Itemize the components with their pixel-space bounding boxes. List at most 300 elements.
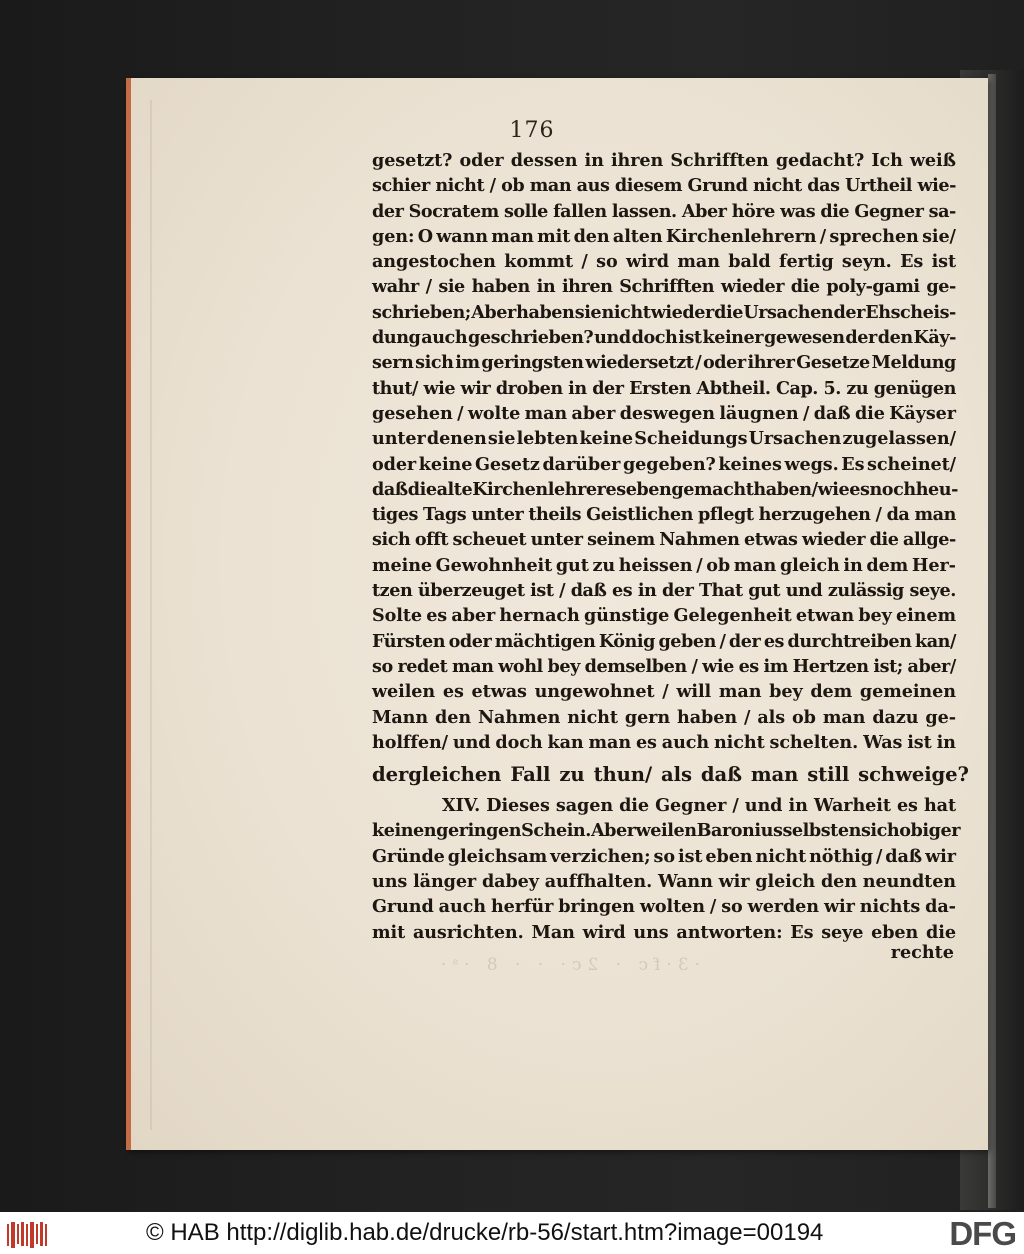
word: Fürsten	[372, 630, 446, 652]
word: sich	[372, 529, 411, 551]
word: alte	[436, 478, 473, 500]
word: der	[662, 580, 694, 602]
word: die	[407, 478, 437, 500]
word: /	[875, 504, 882, 526]
word: verzichen;	[550, 845, 651, 867]
text-line	[372, 869, 956, 894]
word: mit	[537, 225, 571, 247]
dfg-logo[interactable]: DFG	[949, 1215, 1016, 1252]
show-through-text: ·3·fc · 2c· · · 8 ·ˢ·	[434, 955, 700, 975]
word: schier	[372, 175, 430, 197]
word: wir	[460, 377, 491, 399]
word: wann	[436, 225, 488, 247]
word: sagen	[555, 795, 614, 817]
word: haben	[471, 276, 530, 298]
word: und	[744, 795, 783, 817]
word: herzugehen	[758, 504, 871, 526]
word: Schein.	[521, 820, 591, 842]
word: der	[833, 301, 865, 323]
word: dabey	[481, 871, 539, 893]
word: Her-	[911, 554, 956, 576]
word: /	[744, 706, 751, 728]
word: eben	[625, 478, 672, 500]
word: zu	[592, 554, 616, 576]
word: das	[807, 175, 840, 197]
word: so	[653, 845, 675, 867]
word: was	[780, 200, 816, 222]
word: die	[714, 301, 743, 323]
footer-bar	[0, 1212, 1024, 1254]
word: sie	[574, 301, 602, 323]
word: thut/	[372, 377, 419, 399]
word: Socratem	[408, 200, 499, 222]
word: wieder	[802, 529, 866, 551]
word: Ursachen	[743, 301, 834, 323]
word: daß	[813, 402, 851, 424]
word: haben	[516, 301, 575, 323]
word: /	[662, 681, 669, 703]
word: sa-	[928, 200, 956, 222]
word: ge-	[926, 276, 956, 298]
word: ist	[677, 845, 703, 867]
word: etwan	[795, 605, 855, 627]
word: da-	[925, 896, 956, 918]
word: gleich	[779, 554, 840, 576]
word: zu	[846, 377, 869, 399]
word: eben	[871, 921, 919, 943]
word: offt	[414, 529, 449, 551]
word: es	[635, 731, 657, 753]
text-line	[372, 793, 956, 818]
word: den	[435, 706, 472, 728]
word: ge-	[925, 706, 956, 728]
word: so	[596, 251, 618, 273]
word: bey	[547, 655, 580, 677]
word: keines	[718, 453, 782, 475]
word: haben	[677, 706, 738, 728]
word: ob	[501, 175, 525, 197]
word: daß	[372, 478, 408, 500]
word: nicht	[567, 706, 618, 728]
word: Hertzen	[792, 655, 869, 677]
word: /	[732, 795, 739, 817]
word: Gegner	[854, 200, 924, 222]
word: wolten	[639, 896, 705, 918]
word: aber	[571, 402, 616, 424]
word: schweige?	[858, 763, 969, 787]
word: oder	[448, 630, 492, 652]
word: Es	[900, 251, 924, 273]
copyright-url-link[interactable]: © HAB http://diglib.hab.de/drucke/rb-56/start.htm?image=00194	[146, 1219, 824, 1246]
word: dessen	[510, 150, 578, 171]
word: ungewohnet	[534, 681, 655, 703]
word: in	[936, 731, 956, 753]
word: kommt	[504, 251, 574, 273]
word: gesetzt?	[372, 150, 453, 171]
word: obiger	[899, 820, 961, 842]
word: Man	[531, 921, 575, 943]
word: überzeuget	[417, 580, 525, 602]
word: so	[721, 896, 743, 918]
word: Kirchenlehrer	[472, 478, 606, 500]
text-line	[372, 325, 956, 350]
text-line	[372, 629, 956, 654]
word: im	[455, 352, 480, 374]
word: etwas	[743, 529, 798, 551]
word: alten	[612, 225, 663, 247]
word: heu-	[915, 478, 958, 500]
word: unter	[471, 504, 524, 526]
word: weilen	[372, 681, 436, 703]
word: meine	[372, 554, 432, 576]
word: durchtreiben	[787, 630, 912, 652]
word: Kirchenlehrern	[665, 225, 817, 247]
word: bey	[769, 681, 803, 703]
word: die	[790, 276, 820, 298]
word: König	[598, 630, 655, 652]
word: /	[581, 251, 588, 273]
word: wahr	[372, 276, 419, 298]
word: gemeinen	[859, 681, 956, 703]
word: wir	[823, 896, 855, 918]
word: geringen	[436, 820, 522, 842]
word: oder	[703, 352, 746, 374]
word: gedacht?	[775, 150, 865, 171]
word: in	[843, 554, 863, 576]
word: dergleichen	[372, 763, 502, 787]
word: und	[785, 580, 823, 602]
word: ihrer	[747, 352, 795, 374]
word: darüber	[542, 453, 621, 475]
word: schrieben;	[372, 301, 471, 323]
word: Scheidungs	[634, 428, 748, 450]
word: weiß	[909, 150, 956, 171]
word: hernach	[499, 605, 580, 627]
word: ist	[907, 731, 932, 753]
word: Nahmen	[659, 529, 740, 551]
word: gewesen	[763, 327, 845, 349]
word: auch	[421, 327, 468, 349]
word: wird	[625, 251, 669, 273]
word: aber/	[907, 655, 956, 677]
word: ob	[706, 554, 731, 576]
text-line	[372, 705, 956, 730]
word: thun/	[593, 763, 653, 787]
word: Gesetze	[796, 352, 870, 374]
word: /	[425, 276, 432, 298]
word: die	[854, 402, 885, 424]
word: wir	[925, 845, 956, 867]
word: oder	[459, 150, 504, 171]
text-line	[372, 350, 956, 375]
word: sern	[372, 352, 414, 374]
word: Urtheil	[845, 175, 912, 197]
word: gut	[748, 580, 781, 602]
word: den	[820, 871, 857, 893]
word: keine	[418, 453, 473, 475]
text-line	[372, 844, 956, 869]
word: keiner	[702, 327, 764, 349]
text-line	[372, 148, 956, 173]
text-line	[372, 249, 956, 274]
word: zu	[559, 763, 585, 787]
text-line	[372, 199, 956, 224]
word: /	[691, 655, 698, 677]
word: ist	[678, 327, 702, 349]
word: dem	[810, 681, 853, 703]
word: der	[372, 200, 404, 222]
word: ob	[792, 706, 816, 728]
word: geringsten	[481, 352, 584, 374]
text-line	[372, 274, 956, 299]
word: da	[886, 504, 910, 526]
word: aus	[576, 175, 610, 197]
word: wiedersetzt	[585, 352, 694, 374]
word: gemacht	[671, 478, 754, 500]
word: Tags	[423, 504, 467, 526]
word: denen	[426, 428, 487, 450]
word: nichts	[859, 896, 921, 918]
word: Käy-	[913, 327, 956, 349]
word: auch	[661, 731, 710, 753]
word: Solte	[372, 605, 422, 627]
word: die	[926, 921, 956, 943]
word: Es	[790, 921, 814, 943]
word: herfür	[490, 896, 554, 918]
text-line	[372, 502, 956, 527]
word: allge-	[903, 529, 956, 551]
word: Warheit	[813, 795, 891, 817]
text-line	[372, 173, 956, 198]
word: sprechen	[829, 225, 919, 247]
word: im	[763, 655, 788, 677]
word: man	[588, 731, 632, 753]
word: ausrichten.	[412, 921, 524, 943]
word: es	[605, 478, 626, 500]
word: seyn.	[841, 251, 892, 273]
paragraph-2	[372, 793, 961, 945]
word: man	[822, 706, 866, 728]
word: genügen	[873, 377, 956, 399]
word: hat	[923, 795, 956, 817]
word: Ursachen	[748, 428, 842, 450]
word: wieder	[650, 301, 714, 323]
word: /	[709, 896, 717, 918]
word: auch	[438, 896, 486, 918]
word: /	[489, 175, 496, 197]
word: Käyser	[889, 402, 956, 424]
word: aber	[451, 605, 496, 627]
text-line	[372, 894, 956, 919]
catchword: rechte	[890, 942, 954, 963]
word: uns	[372, 871, 408, 893]
word: man	[718, 681, 762, 703]
word: seye	[821, 921, 864, 943]
word: wolte	[467, 402, 521, 424]
word: höre	[731, 200, 775, 222]
word: als	[661, 763, 692, 787]
word: keinen	[372, 820, 437, 842]
word: Es	[841, 453, 865, 475]
word: 5.	[823, 377, 841, 399]
word: einem	[896, 605, 956, 627]
word: schelten.	[769, 731, 859, 753]
word: Fall	[510, 763, 551, 787]
word: /	[803, 402, 810, 424]
word: es	[738, 655, 759, 677]
word: still	[807, 763, 850, 787]
word: lassen.	[611, 200, 677, 222]
word: theils	[528, 504, 582, 526]
word: fallen	[553, 200, 607, 222]
word: Abtheil.	[696, 377, 771, 399]
word: /	[875, 845, 883, 867]
word: Schrifften	[670, 150, 769, 171]
word: XIV.	[442, 795, 481, 817]
text-line	[372, 818, 961, 843]
word: sie	[487, 428, 516, 450]
word: gesehen	[372, 402, 453, 424]
word: poly-gami	[826, 276, 920, 298]
word: die	[619, 795, 649, 817]
word: bald	[728, 251, 771, 273]
word: auffhalten.	[544, 871, 653, 893]
word: länger	[413, 871, 477, 893]
word: nicht	[601, 301, 651, 323]
word: man	[452, 655, 494, 677]
text-line	[372, 426, 956, 451]
word: Gewohnheit	[435, 554, 553, 576]
word: gern	[624, 706, 671, 728]
word: fertig	[778, 251, 834, 273]
word: läugnen	[719, 402, 799, 424]
word: daß	[570, 580, 607, 602]
word: werden	[747, 896, 819, 918]
word: Aber	[681, 200, 727, 222]
word: gut	[555, 554, 589, 576]
word: Ersten	[629, 377, 692, 399]
word: Grund	[372, 896, 434, 918]
word: haben/wie	[753, 478, 850, 500]
word: günstige	[583, 605, 670, 627]
text-line	[372, 376, 956, 401]
word: daß	[885, 845, 923, 867]
word: nicht	[435, 175, 485, 197]
text-line	[372, 654, 956, 679]
paragraph-1	[372, 148, 956, 755]
word: Ehscheis-	[865, 301, 956, 323]
word: so	[372, 655, 393, 677]
word: man	[733, 554, 777, 576]
word: seinem	[587, 529, 655, 551]
word: sie/	[922, 225, 956, 247]
word: Baronius	[696, 820, 783, 842]
word: diesem	[614, 175, 683, 197]
word: sich	[860, 820, 900, 842]
word: nicht	[752, 175, 802, 197]
word: ihren	[610, 150, 664, 171]
text-line	[372, 603, 956, 628]
word: solle	[503, 200, 548, 222]
word: doch	[631, 327, 678, 349]
word: man	[914, 504, 956, 526]
word: pflegt	[698, 504, 754, 526]
word: mächtigen	[494, 630, 596, 652]
word: redet	[397, 655, 448, 677]
word: Dieses	[486, 795, 550, 817]
word: /	[457, 402, 464, 424]
word: unter	[372, 428, 426, 450]
word: nöthig	[809, 845, 873, 867]
word: es	[612, 580, 633, 602]
word: seye.	[909, 580, 956, 602]
word: lebten	[516, 428, 579, 450]
word: es	[426, 605, 448, 627]
word: Schrifften	[619, 276, 715, 298]
word: scheuet	[452, 529, 527, 551]
word: man	[529, 175, 572, 197]
word: dem	[866, 554, 909, 576]
word: Grund	[687, 175, 748, 197]
word: neundten	[862, 871, 956, 893]
word: den	[573, 225, 610, 247]
page-text-block	[372, 148, 969, 945]
word: wird	[582, 921, 626, 943]
text-line-final	[372, 761, 969, 789]
word: wie	[423, 377, 456, 399]
text-line	[372, 401, 956, 426]
word: deswegen	[619, 402, 715, 424]
word: Mann	[372, 706, 429, 728]
word: dung	[372, 327, 421, 349]
word: wie-	[917, 175, 956, 197]
word: unter	[530, 529, 583, 551]
word: als	[757, 706, 786, 728]
word: sich	[415, 352, 454, 374]
word: gegeben?	[622, 453, 716, 475]
text-line	[372, 553, 956, 578]
word: Aber	[590, 820, 636, 842]
word: es	[896, 795, 918, 817]
word: holffen/	[372, 731, 448, 753]
text-line	[372, 527, 956, 552]
word: tiges	[372, 504, 418, 526]
word: wieder	[720, 276, 785, 298]
text-line	[372, 477, 956, 502]
word: wohl	[498, 655, 543, 677]
word: That	[699, 580, 743, 602]
word: /	[695, 352, 702, 374]
word: droben	[495, 377, 563, 399]
word: man	[750, 763, 799, 787]
word: Cap.	[775, 377, 818, 399]
text-line	[372, 730, 956, 755]
hab-barcode-logo-icon[interactable]	[5, 1216, 51, 1250]
word: mit	[372, 921, 406, 943]
book-board-edge	[988, 74, 996, 1208]
word: Wann	[657, 871, 713, 893]
word: /	[819, 225, 827, 247]
word: der	[845, 327, 877, 349]
word: der	[592, 377, 624, 399]
word: keine	[579, 428, 634, 450]
word: uns	[633, 921, 669, 943]
word: gen:	[372, 225, 415, 247]
word: nicht	[713, 731, 765, 753]
word: gleich	[755, 871, 816, 893]
word: Gründe	[372, 845, 445, 867]
word: man	[524, 402, 568, 424]
